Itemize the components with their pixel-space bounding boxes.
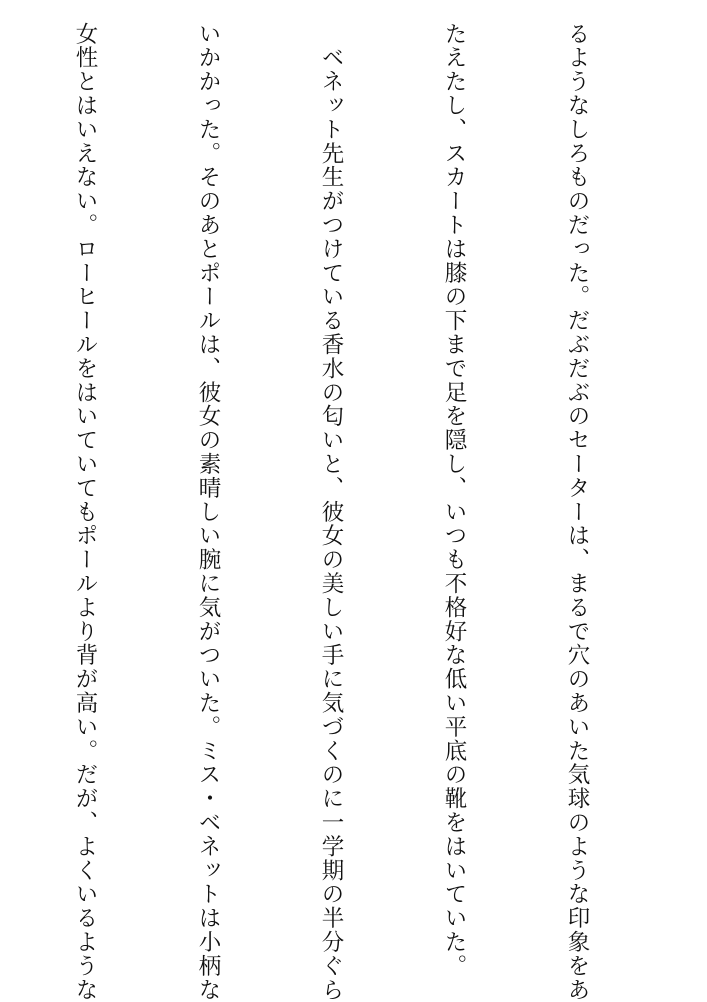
text-line: いかかった。そのあとポールは、彼女の素晴しい腕に気がついた。ミス・ベネットは小柄な xyxy=(195,22,221,1002)
text-line: 女性とはいえない。ローヒールをはいていてもポールより背が高い。だが、よくいるような xyxy=(72,22,98,1002)
text-line: たえたし、スカートは膝の下まで足を隠し、いつも不格好な低い平底の靴をはいていた。 xyxy=(441,22,467,978)
text-line: ベネット先生がつけている香水の匂いと、彼女の美しい手に気づくのに一学期の半分ぐら xyxy=(318,22,344,1002)
vertical-body-text xyxy=(0,22,679,1002)
text-line: るようなしろものだった。だぶだぶのセーターは、まるで穴のあいた気球のような印象をあ xyxy=(564,22,590,1002)
